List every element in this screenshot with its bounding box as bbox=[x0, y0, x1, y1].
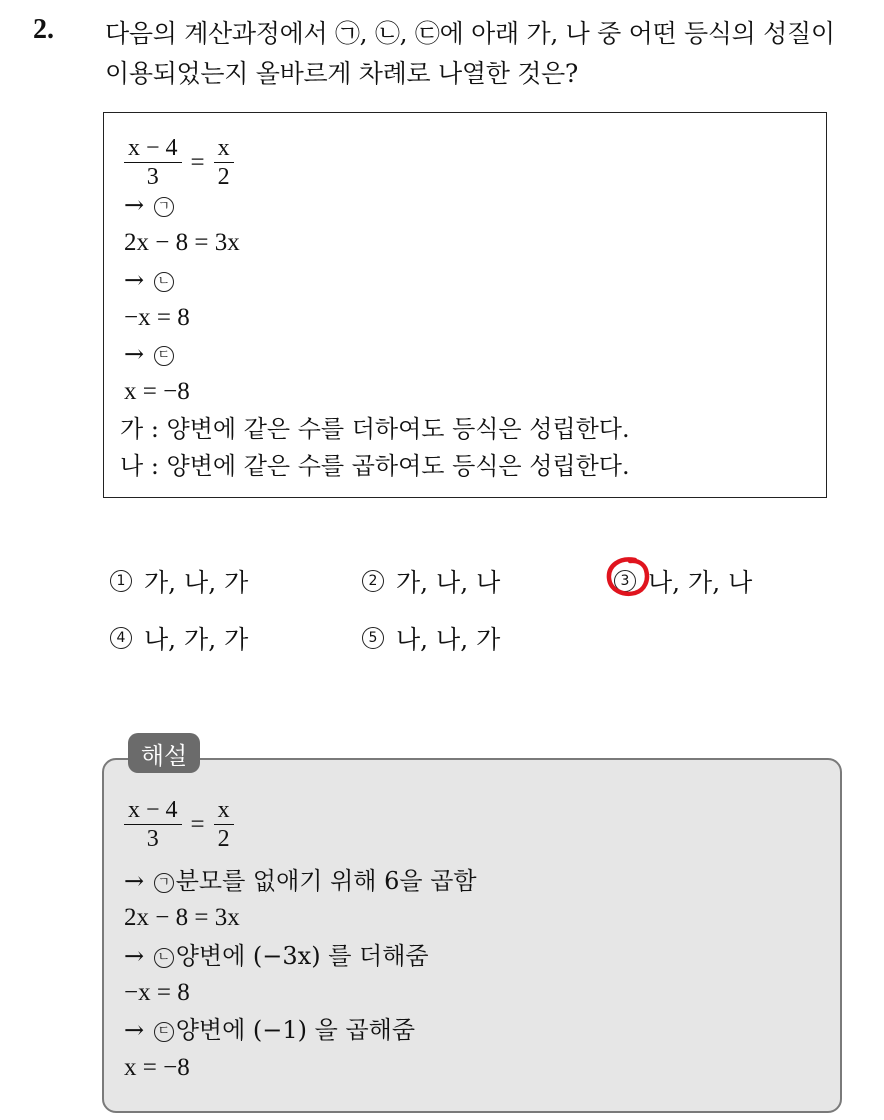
circle-mark-1: ㄱ bbox=[154, 873, 174, 893]
question-line-1: 다음의 계산과정에서 ㉠, ㉡, ㉢에 아래 가, 나 중 어떤 등식의 성질이 bbox=[105, 19, 835, 48]
sol-rhs-fraction: $\frac{x}{2}$ bbox=[214, 796, 234, 853]
box-arrow-1: → ㄱ bbox=[124, 189, 176, 221]
sol-step-3: → ㄷ 양변에 (−1) 을 곱해줌 bbox=[124, 1016, 416, 1044]
choice-text: 나, 가, 나 bbox=[648, 568, 753, 597]
circle-mark-3: ㄷ bbox=[154, 346, 174, 366]
choice-number: 4 bbox=[110, 627, 132, 649]
rhs-fraction: $\frac{x}{2}$ bbox=[214, 134, 234, 191]
choice-4[interactable] bbox=[110, 620, 248, 656]
choice-number: 1 bbox=[110, 570, 132, 592]
choice-text: 나, 나, 가 bbox=[396, 625, 501, 654]
question-text bbox=[105, 14, 835, 94]
circle-mark-2: ㄴ bbox=[154, 272, 174, 292]
sol-note-2: 양변에 (−3x) 를 더해줌 bbox=[175, 942, 429, 970]
circle-mark-3: ㄷ bbox=[154, 1022, 174, 1042]
choice-number: 3 bbox=[614, 570, 636, 592]
question-number: 2. bbox=[33, 14, 54, 45]
box-equation-1: $\frac{x - 4}{3}$ = $\frac{x}{2}$ bbox=[124, 134, 234, 191]
sol-lhs-fraction: $\frac{x - 4}{3}$ bbox=[124, 796, 182, 853]
box-arrow-3: → ㄷ bbox=[124, 338, 176, 370]
sol-eq-4: x = −8 bbox=[124, 1054, 190, 1081]
sol-eq-2: 2x − 8 = 3x bbox=[124, 904, 240, 931]
choice-text: 가, 나, 나 bbox=[396, 568, 501, 597]
sol-equation-1: $\frac{x - 4}{3}$ = $\frac{x}{2}$ bbox=[124, 796, 234, 853]
answer-circle-mark bbox=[605, 556, 651, 598]
choice-number: 5 bbox=[362, 627, 384, 649]
choice-5[interactable] bbox=[362, 620, 500, 656]
box-step-3: −x = 8 bbox=[124, 304, 190, 331]
circle-mark-2: ㄴ bbox=[154, 948, 174, 968]
sol-eq-3: −x = 8 bbox=[124, 979, 190, 1006]
lhs-fraction: $\frac{x - 4}{3}$ bbox=[124, 134, 182, 191]
choice-text: 나, 가, 가 bbox=[144, 625, 249, 654]
choice-2[interactable] bbox=[362, 563, 500, 599]
solution-label: 해설 bbox=[128, 733, 200, 773]
box-step-2: 2x − 8 = 3x bbox=[124, 229, 240, 256]
rule-na: 나 : 양변에 같은 수를 곱하여도 등식은 성립한다. bbox=[120, 452, 630, 480]
question-line-2: 이용되었는지 올바르게 차례로 나열한 것은? bbox=[105, 59, 578, 88]
sol-note-3: 양변에 (−1) 을 곱해줌 bbox=[175, 1016, 416, 1044]
sol-step-2: → ㄴ 양변에 (−3x) 를 더해줌 bbox=[124, 942, 429, 970]
sol-note-1: 분모를 없애기 위해 6을 곱함 bbox=[175, 867, 477, 895]
box-arrow-2: → ㄴ bbox=[124, 264, 176, 296]
circle-mark-1: ㄱ bbox=[154, 197, 174, 217]
box-step-4: x = −8 bbox=[124, 378, 190, 405]
rule-ga: 가 : 양변에 같은 수를 더하여도 등식은 성립한다. bbox=[120, 415, 630, 443]
choice-1[interactable] bbox=[110, 563, 248, 599]
choice-text: 가, 나, 가 bbox=[144, 568, 249, 597]
choice-number: 2 bbox=[362, 570, 384, 592]
sol-step-1: → ㄱ 분모를 없애기 위해 6을 곱함 bbox=[124, 867, 477, 895]
